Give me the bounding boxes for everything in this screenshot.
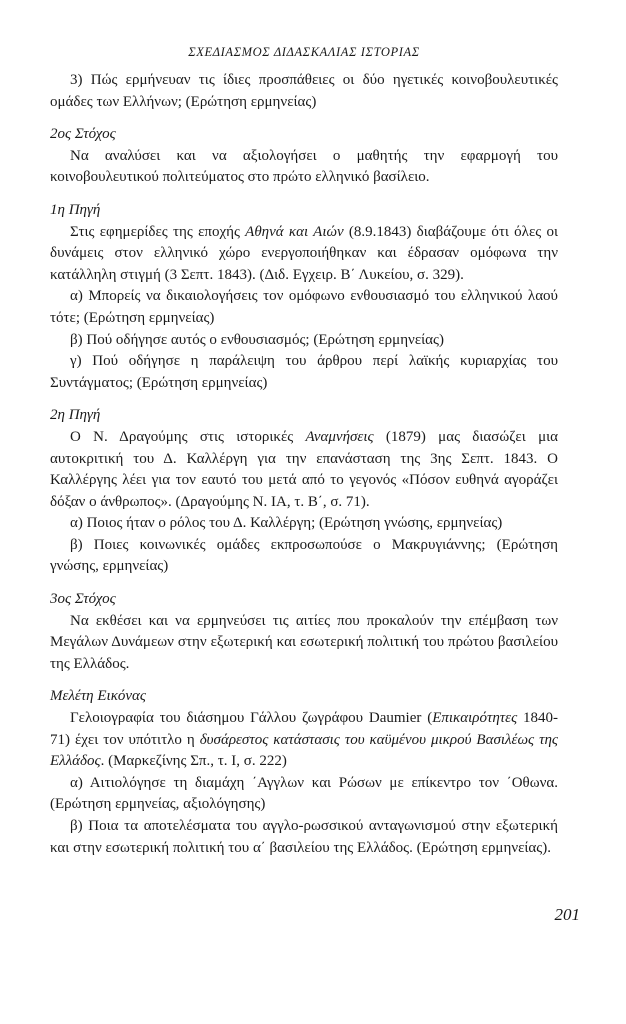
- memoirs-title: Αναμνήσεις: [305, 428, 374, 445]
- image-study-question-a: α) Αιτιολόγησε τη διαμάχη ΄Αγγλων και Ρώσων με επίκεντρο τον ΄Οθωνα. (Ερώτηση ερμηνείας, αξιολόγησης): [50, 774, 558, 813]
- image-study-text: Γελοιογραφία του διάσημου Γάλλου ζωγράφου Daumier (Επικαιρότητες 1840-71) έχει τον υπότιτλο η δυσάρεστος κατάστασις του καϋμένου μικρού Βασιλέως της Ελλάδος. (Μαρκεζίνης Σπ., τ. Ι, σ. 222): [50, 710, 558, 770]
- goal-3-heading: 3ος Στόχος: [50, 591, 116, 608]
- source-1-text: Στις εφημερίδες της εποχής Αθηνά και Αιών (8.9.1843) διαβάζουμε ότι όλες οι δυνάμεις στον ελληνικό χώρο ενεργοποιήθηκαν και έδρασαν ομόφωνα την κατάλληλη στιγμή (3 Σεπτ. 1843). (Διδ. Εγχειρ. Β΄ Λυκείου, σ. 329).: [50, 223, 558, 283]
- image-study-heading: Μελέτη Εικόνας: [50, 688, 147, 705]
- source-1-question-c: γ) Πού οδήγησε η παράλειψη του άρθρου περί λαϊκής κυριαρχίας του Συντάγματος; (Ερώτηση ερμηνείας): [50, 353, 558, 391]
- page-content: [50, 70, 558, 859]
- newspaper-title: Αθηνά και Αιών: [245, 223, 344, 240]
- goal-2-text: Να αναλύσει και να αξιολογήσει ο μαθητής την εφαρμογή του κοινοβουλευτικού πολιτεύματος στο πρώτο ελληνικό βασίλειο.: [50, 147, 558, 186]
- source-2-heading: 2η Πηγή: [50, 407, 101, 424]
- source-1-question-a: α) Μπορείς να δικαιολογήσεις τον ομόφωνο ενθουσιασμό του ελληνικού λαού τότε; (Ερώτηση ερμηνείας): [50, 288, 558, 326]
- running-header: ΣΧΕΔΙΑΣΜΟΣ ΔΙΔΑΣΚΑΛΙΑΣ ΙΣΤΟΡΙΑΣ: [188, 45, 420, 59]
- source-1-question-b: β) Πού οδήγησε αυτός ο ενθουσιασμός; (Ερώτηση ερμηνείας): [70, 331, 444, 348]
- goal-3-text: Να εκθέσει και να ερμηνεύσει τις αιτίες που προκαλούν την επέμβαση των Μεγάλων Δυνάμεων στην εξωτερική και εσωτερική πολιτική του πρώτου βασιλείου της Ελλάδος.: [50, 612, 558, 672]
- goal-2-heading: 2ος Στόχος: [50, 126, 116, 143]
- source-2-question-b: β) Ποιες κοινωνικές ομάδες εκπροσωπούσε ο Μακρυγιάννης; (Ερώτηση γνώσης, ερμηνείας): [50, 536, 558, 575]
- source-2-text: Ο Ν. Δραγούμης στις ιστορικές Αναμνήσεις (1879) μας διασώζει μια αυτοκριτική του Δ. Καλλέργη για την επανάσταση της 3ης Σεπτ. 1843. Ο Καλλέργης λέει για τον εαυτό του μετά από το γεγονός «Πόσον ευθηνά αγοράζει δόξαν ο άνθρωπος». (Δραγούμης Ν. ΙΑ, τ. Β΄, σ. 71).: [50, 428, 558, 510]
- page-number: 201: [554, 905, 580, 924]
- image-study-question-b: β) Ποια τα αποτελέσματα του αγγλο-ρωσσικού ανταγωνισμού στην εξωτερική και στην εσωτερική πολιτική του α΄ βασιλείου της Ελλάδος. (Ερώτηση ερμηνείας).: [50, 818, 558, 856]
- source-2-question-a: α) Ποιος ήταν ο ρόλος του Δ. Καλλέργη; (Ερώτηση γνώσης, ερμηνείας): [70, 515, 503, 532]
- source-1-heading: 1η Πηγή: [50, 201, 101, 218]
- question-3: 3) Πώς ερμήνευαν τις ίδιες προσπάθειες οι δύο ηγετικές κοινοβουλευτικές ομάδες των Ελλήνων; (Ερώτηση ερμηνείας): [50, 72, 558, 110]
